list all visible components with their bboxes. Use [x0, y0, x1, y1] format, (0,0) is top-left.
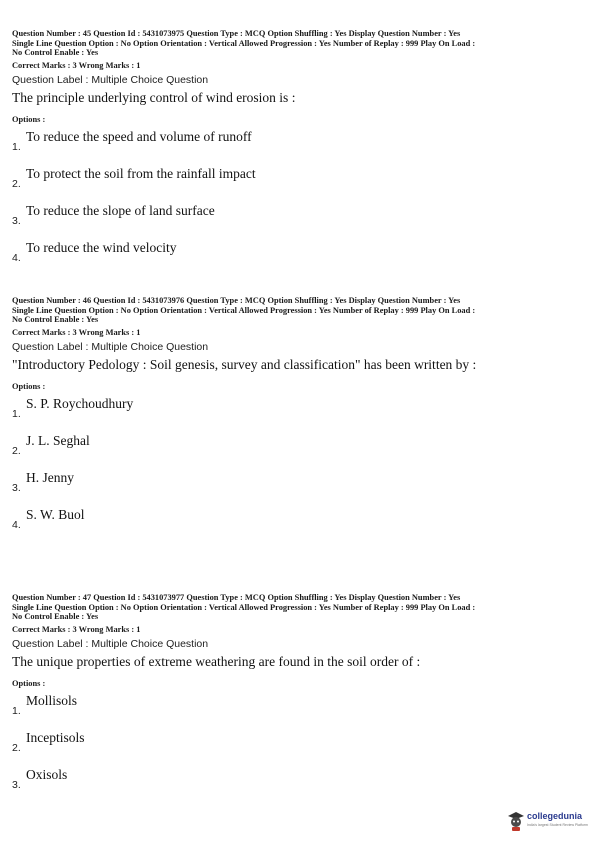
option-text: Oxisols [26, 766, 68, 782]
option-text: Inceptisols [26, 729, 85, 745]
option-text: To protect the soil from the rainfall impact [26, 165, 256, 181]
option-item [12, 503, 584, 540]
options-label: Options : [12, 381, 46, 391]
option-number: 1. [12, 704, 21, 717]
question-label: Question Label : Multiple Choice Question [12, 340, 209, 353]
options-label: Options : [12, 678, 46, 688]
logo-brand-text: collegedunia [527, 811, 583, 821]
option-item [12, 763, 584, 800]
question-text: The unique properties of extreme weathering are found in the soil order of : [12, 653, 421, 669]
question-meta: Question Number : 45 Question Id : 5431073975 Question Type : MCQ Option Shuffling : Yes Display Question Number : Yes Single Line Question Option : No Option Orientation : Vertical Allowed Progression : Yes Number of Replay : 999 Play On Load : No Control Enable : Yes [12, 29, 476, 58]
option-number: 3. [12, 778, 21, 791]
option-number: 2. [12, 741, 21, 754]
option-text: To reduce the wind velocity [26, 239, 177, 255]
graduate-mascot-icon [506, 810, 526, 832]
logo-tagline: India's largest Student Review Platform [527, 823, 588, 827]
option-item [12, 199, 584, 236]
option-number: 4. [12, 251, 21, 264]
question-block-47 [12, 593, 584, 800]
option-item [12, 429, 584, 466]
option-text: Mollisols [26, 692, 78, 708]
option-number: 3. [12, 481, 21, 494]
option-item [12, 689, 584, 726]
option-item [12, 466, 584, 503]
question-text: "Introductory Pedology : Soil genesis, survey and classification" has been written by : [12, 356, 477, 372]
question-label: Question Label : Multiple Choice Question [12, 637, 209, 650]
options-label: Options : [12, 114, 46, 124]
option-number: 2. [12, 177, 21, 190]
option-text: To reduce the speed and volume of runoff [26, 128, 252, 144]
question-marks: Correct Marks : 3 Wrong Marks : 1 [12, 327, 141, 337]
option-text: S. W. Buol [26, 506, 85, 522]
option-number: 4. [12, 518, 21, 531]
question-block-46 [12, 296, 584, 540]
option-text: J. L. Seghal [26, 432, 90, 448]
question-meta: Question Number : 46 Question Id : 5431073976 Question Type : MCQ Option Shuffling : Yes Display Question Number : Yes Single Line Question Option : No Option Orientation : Vertical Allowed Progression : Yes Number of Replay : 999 Play On Load : No Control Enable : Yes [12, 296, 476, 325]
option-text: S. P. Roychoudhury [26, 395, 134, 411]
question-meta: Question Number : 47 Question Id : 5431073977 Question Type : MCQ Option Shuffling : Yes Display Question Number : Yes Single Line Question Option : No Option Orientation : Vertical Allowed Progression : Yes Number of Replay : 999 Play On Load : No Control Enable : Yes [12, 593, 476, 622]
question-label: Question Label : Multiple Choice Question [12, 73, 209, 86]
option-number: 1. [12, 140, 21, 153]
option-item [12, 392, 584, 429]
question-marks: Correct Marks : 3 Wrong Marks : 1 [12, 60, 141, 70]
option-item [12, 162, 584, 199]
option-item [12, 236, 584, 273]
option-item [12, 726, 584, 763]
option-number: 2. [12, 444, 21, 457]
option-number: 3. [12, 214, 21, 227]
option-text: To reduce the slope of land surface [26, 202, 215, 218]
question-marks: Correct Marks : 3 Wrong Marks : 1 [12, 624, 141, 634]
question-text: The principle underlying control of wind erosion is : [12, 89, 296, 105]
collegedunia-logo [506, 808, 590, 834]
question-block-45 [12, 29, 584, 273]
option-number: 1. [12, 407, 21, 420]
option-item [12, 125, 584, 162]
option-text: H. Jenny [26, 469, 74, 485]
